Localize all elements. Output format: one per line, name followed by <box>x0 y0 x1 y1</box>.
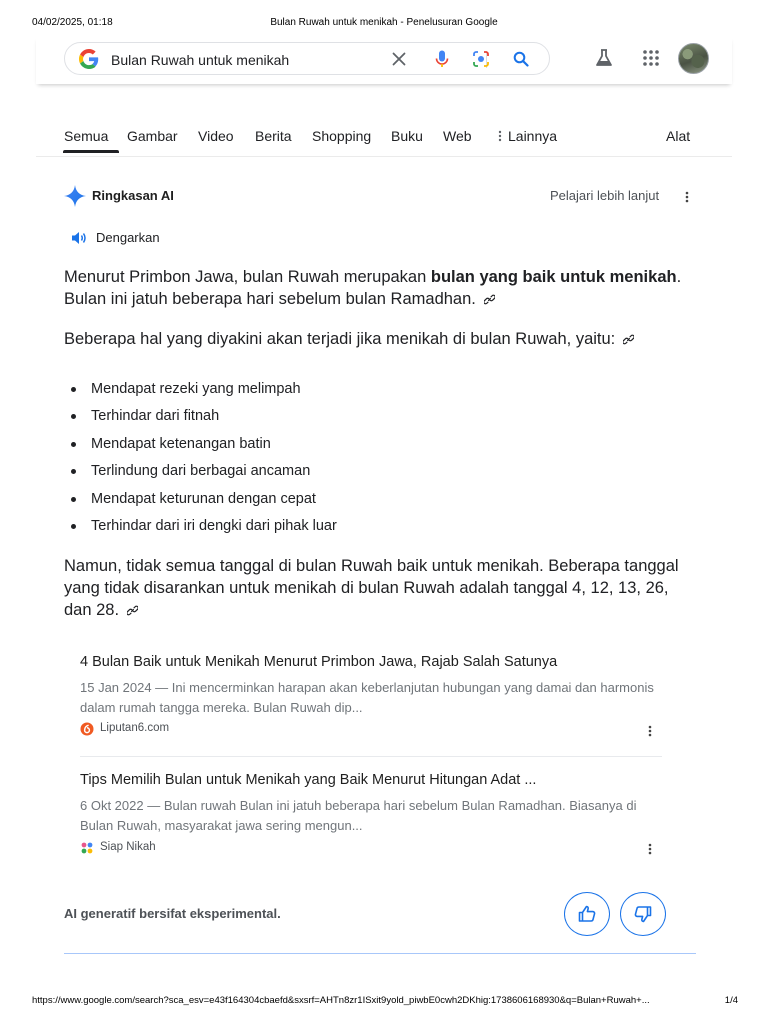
beliefs-intro-paragraph <box>64 328 684 350</box>
apps-grid-icon[interactable] <box>639 46 663 70</box>
print-footer <box>32 995 738 1007</box>
more-options-icon[interactable] <box>643 841 657 857</box>
caveat-paragraph <box>64 555 679 621</box>
source-site-name: Liputan6.com <box>100 722 170 734</box>
link-icon[interactable] <box>127 605 138 616</box>
intro-text-end: . Bulan ini jatuh beberapa hari sebelum bulan Ramadhan. <box>64 268 682 308</box>
source-title[interactable]: 4 Bulan Baik untuk Menikah Menurut Primbon Jawa, Rajab Salah Satunya <box>80 654 558 670</box>
thumbs-up-icon <box>577 904 597 924</box>
search-icon[interactable] <box>511 49 531 69</box>
tools-button[interactable]: Alat <box>666 128 691 144</box>
intro-text: Menurut Primbon Jawa, bulan Ruwah merupakan <box>64 268 431 286</box>
tabs-divider <box>36 156 732 157</box>
tab-lainnya[interactable] <box>498 128 557 144</box>
print-doc-title: Bulan Ruwah untuk menikah - Penelusuran Google <box>270 17 498 28</box>
list-item: Terlindung dari berbagai ancaman <box>64 460 684 487</box>
tab-label: Semua <box>64 128 109 144</box>
source-site-name: Siap Nikah <box>100 841 156 853</box>
more-options-icon[interactable] <box>680 189 694 205</box>
liputan6-favicon-icon <box>80 722 94 736</box>
list-item: Terhindar dari fitnah <box>64 405 684 432</box>
more-vert-icon <box>498 130 502 142</box>
print-datetime: 04/02/2025, 01:18 <box>32 17 113 28</box>
print-header <box>32 17 736 31</box>
tab-shopping[interactable]: Shopping <box>312 128 372 144</box>
ai-overview-bottom-divider <box>64 953 696 954</box>
tab-label: Lainnya <box>508 128 558 144</box>
tab-gambar[interactable]: Gambar <box>127 128 178 144</box>
beliefs-list <box>64 378 684 542</box>
list-item: Mendapat rezeki yang melimpah <box>64 378 684 405</box>
learn-more-link[interactable]: Pelajari lebih lanjut <box>550 188 660 203</box>
source-snippet: 15 Jan 2024 — Ini mencerminkan harapan akan keberlanjutan hubungan yang damai dan harmonis dalam rumah tangga mereka. Bulan Ruwah dip... <box>80 680 654 715</box>
intro-highlight: bulan yang baik untuk menikah <box>430 268 677 286</box>
speaker-icon <box>70 230 88 246</box>
source-card[interactable] <box>80 654 662 744</box>
flask-icon[interactable] <box>592 46 616 70</box>
link-icon[interactable] <box>623 334 634 345</box>
listen-label: Dengarkan <box>96 230 160 245</box>
thumbs-down-icon <box>633 904 653 924</box>
beliefs-intro-text: Beberapa hal yang diyakini akan terjadi jika menikah di bulan Ruwah, yaitu: <box>64 330 616 348</box>
tab-active-indicator <box>63 150 119 153</box>
print-url: https://www.google.com/search?sca_esv=e43f164304cbaefd&sxsrf=AHTn8zr1ISxit9yold_piwbE0cwh2DKhig:1738606168930&q=Bulan+Ruwah+... <box>32 995 650 1006</box>
search-input[interactable]: Bulan Ruwah untuk menikah <box>111 52 290 68</box>
lens-icon[interactable] <box>471 49 491 69</box>
source-divider <box>80 756 662 757</box>
source-card[interactable] <box>80 772 662 862</box>
ai-overview-label: Ringkasan AI <box>92 188 174 203</box>
avatar[interactable] <box>678 43 709 74</box>
list-item: Mendapat keturunan dengan cepat <box>64 488 684 515</box>
siap-nikah-favicon-icon <box>80 841 94 855</box>
tab-semua[interactable] <box>64 128 108 144</box>
source-title[interactable]: Tips Memilih Bulan untuk Menikah yang Baik Menurut Hitungan Adat ... <box>80 772 537 788</box>
search-box[interactable] <box>64 42 550 75</box>
more-options-icon[interactable] <box>643 723 657 739</box>
close-icon[interactable] <box>389 49 409 69</box>
search-tabs <box>64 128 732 156</box>
microphone-icon[interactable] <box>432 49 452 69</box>
list-item: Terhindar dari iri dengki dari pihak luar <box>64 515 684 542</box>
ai-intro-paragraph <box>64 266 684 310</box>
sparkle-icon <box>63 184 87 208</box>
ai-disclaimer: AI generatif bersifat eksperimental. <box>64 906 281 921</box>
link-icon[interactable] <box>484 294 495 305</box>
thumbs-down-button[interactable] <box>620 892 666 936</box>
source-snippet: 6 Okt 2022 — Bulan ruwah Bulan ini jatuh beberapa hari sebelum Bulan Ramadhan. Biasanya di Bulan Ruwah, masyarakat jawa sering mengun... <box>80 798 637 833</box>
list-item: Mendapat ketenangan batin <box>64 433 684 460</box>
tab-berita[interactable]: Berita <box>255 128 292 144</box>
google-g-logo[interactable] <box>79 49 99 69</box>
tab-web[interactable]: Web <box>443 128 472 144</box>
thumbs-up-button[interactable] <box>564 892 610 936</box>
tab-video[interactable]: Video <box>198 128 234 144</box>
tab-buku[interactable]: Buku <box>391 128 423 144</box>
print-page-number: 1/4 <box>724 995 738 1006</box>
caveat-text: Namun, tidak semua tanggal di bulan Ruwah baik untuk menikah. Beberapa tanggal yang tidak disarankan untuk menikah di bulan Ruwah adalah tanggal 4, 12, 13, 26, dan 28. <box>64 557 679 619</box>
